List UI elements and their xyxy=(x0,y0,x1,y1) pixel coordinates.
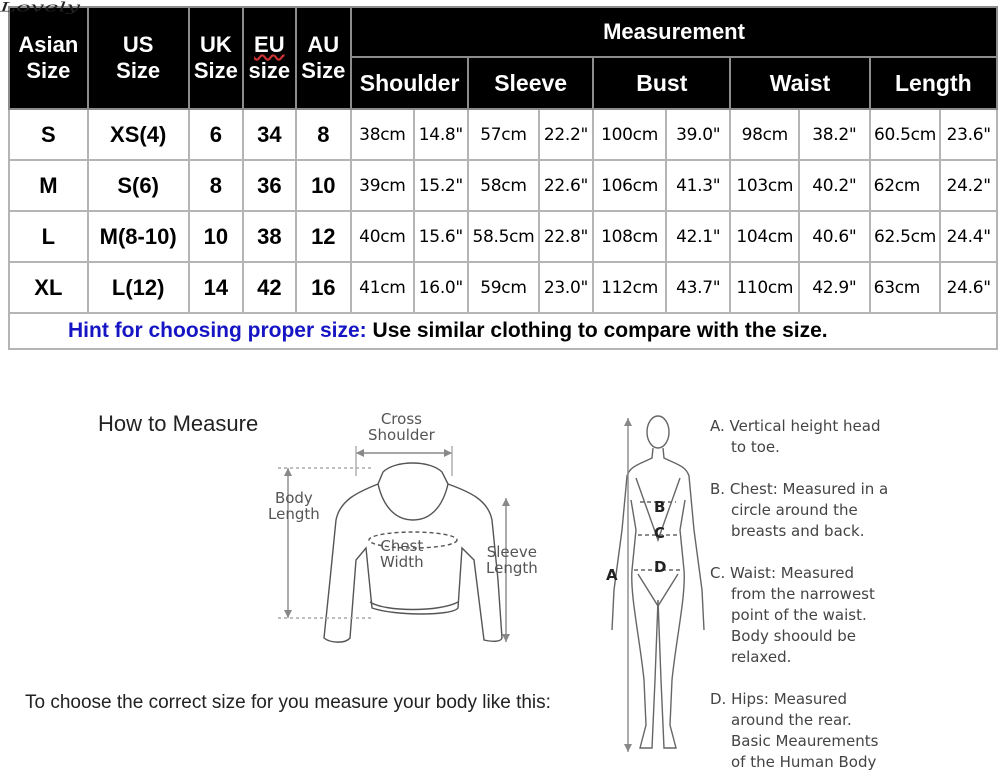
note-a-line2: to toe. xyxy=(731,438,780,456)
cell-asian: L xyxy=(9,211,88,262)
cell-bust-cm: 106cm xyxy=(593,160,666,211)
choose-instructions: To choose the correct size for you measure your body like this: xyxy=(25,692,551,713)
cell-waist-in: 40.6" xyxy=(799,211,870,262)
cell-sleeve-in: 22.2" xyxy=(539,109,593,160)
cross-shoulder-line2: Shoulder xyxy=(368,426,435,444)
chest-width-line1: Chest xyxy=(380,537,424,555)
body-letter-c: C xyxy=(654,524,666,542)
cell-us: L(12) xyxy=(88,262,189,313)
cell-asian: M xyxy=(9,160,88,211)
cell-waist-cm: 110cm xyxy=(730,262,799,313)
note-a xyxy=(710,416,880,458)
cell-waist-cm: 104cm xyxy=(730,211,799,262)
cell-waist-cm: 98cm xyxy=(730,109,799,160)
header-shoulder: Shoulder xyxy=(351,57,468,109)
table-row xyxy=(9,109,997,160)
hint-lead: Hint for choosing proper size: xyxy=(68,319,367,342)
cell-bust-cm: 100cm xyxy=(593,109,666,160)
note-d-line2: around the rear. xyxy=(731,711,852,729)
cell-sleeve-in: 23.0" xyxy=(539,262,593,313)
cell-sleeve-in: 22.6" xyxy=(539,160,593,211)
note-c-line3: point of the waist. xyxy=(731,606,867,624)
header-asian-line2: Size xyxy=(26,58,71,83)
cell-bust-cm: 112cm xyxy=(593,262,666,313)
sleeve-length-line2: Length xyxy=(486,559,538,577)
cell-sleeve-cm: 59cm xyxy=(468,262,539,313)
measure-guide xyxy=(0,380,1000,780)
cell-waist-cm: 103cm xyxy=(730,160,799,211)
header-bust: Bust xyxy=(593,57,730,109)
cell-us: S(6) xyxy=(88,160,189,211)
cell-length-cm: 60.5cm xyxy=(870,109,941,160)
chest-width-label xyxy=(380,538,424,570)
note-c xyxy=(710,563,875,668)
how-to-measure-title: How to Measure xyxy=(98,411,259,436)
note-b-line3: breasts and back. xyxy=(731,522,865,540)
cell-length-in: 23.6" xyxy=(940,109,997,160)
sleeve-length-line1: Sleeve xyxy=(486,543,537,561)
header-asian-size xyxy=(9,7,88,109)
cell-au: 8 xyxy=(296,109,352,160)
cell-uk: 6 xyxy=(189,109,243,160)
cell-uk: 10 xyxy=(189,211,243,262)
cell-uk: 14 xyxy=(189,262,243,313)
hint-rest: Use similar clothing to compare with the size. xyxy=(366,319,828,342)
cell-waist-in: 42.9" xyxy=(799,262,870,313)
note-b-line1: B. Chest: Measured in a xyxy=(710,480,889,498)
cell-length-cm: 62cm xyxy=(870,160,941,211)
header-waist: Waist xyxy=(730,57,869,109)
cell-eu: 38 xyxy=(243,211,295,262)
body-letter-d: D xyxy=(654,558,667,576)
cell-length-cm: 63cm xyxy=(870,262,941,313)
cell-waist-in: 40.2" xyxy=(799,160,870,211)
cell-bust-in: 43.7" xyxy=(666,262,731,313)
cell-bust-in: 41.3" xyxy=(666,160,731,211)
cell-shoulder-in: 15.2" xyxy=(414,160,468,211)
body-length-line1: Body xyxy=(274,489,313,507)
cell-length-cm: 62.5cm xyxy=(870,211,941,262)
sleeve-length-label xyxy=(486,544,538,576)
note-a-line1: A. Vertical height head xyxy=(710,417,881,435)
header-uk-line1: UK xyxy=(199,32,232,57)
cell-length-in: 24.4" xyxy=(940,211,997,262)
header-eu-size xyxy=(243,7,295,109)
cell-bust-in: 42.1" xyxy=(666,211,731,262)
header-asian-line1: Asian xyxy=(18,32,79,57)
body-length-line2: Length xyxy=(268,505,320,523)
cell-waist-in: 38.2" xyxy=(799,109,870,160)
cell-bust-in: 39.0" xyxy=(666,109,731,160)
header-au-line1: AU xyxy=(307,32,340,57)
header-eu-line2: size xyxy=(248,58,291,83)
cell-shoulder-cm: 40cm xyxy=(351,211,414,262)
cell-asian: S xyxy=(9,109,88,160)
cell-sleeve-cm: 57cm xyxy=(468,109,539,160)
header-au-line2: Size xyxy=(301,58,346,83)
header-sleeve: Sleeve xyxy=(468,57,593,109)
cell-eu: 36 xyxy=(243,160,295,211)
header-us-line1: US xyxy=(122,32,154,57)
header-au-size xyxy=(296,7,352,109)
cross-shoulder-label xyxy=(368,411,435,443)
watermark-text: Lovely xyxy=(0,0,81,16)
note-d-line1: D. Hips: Measured xyxy=(710,690,847,708)
cell-shoulder-in: 16.0" xyxy=(414,262,468,313)
body-length-label xyxy=(268,490,320,522)
note-c-line4: Body shoould be xyxy=(731,627,857,645)
cell-sleeve-cm: 58cm xyxy=(468,160,539,211)
note-d-line4: of the Human Body xyxy=(731,753,877,771)
table-row xyxy=(9,262,997,313)
cell-us: M(8-10) xyxy=(88,211,189,262)
note-d xyxy=(710,689,878,773)
cell-shoulder-cm: 38cm xyxy=(351,109,414,160)
note-c-line5: relaxed. xyxy=(731,648,792,666)
note-c-line1: C. Waist: Measured xyxy=(710,564,855,582)
cell-shoulder-in: 14.8" xyxy=(414,109,468,160)
chest-width-line2: Width xyxy=(380,553,424,571)
header-length: Length xyxy=(870,57,997,109)
hint-cell xyxy=(9,313,997,349)
header-uk-size xyxy=(189,7,243,109)
cell-shoulder-cm: 39cm xyxy=(351,160,414,211)
header-us-size xyxy=(88,7,189,109)
header-uk-line2: Size xyxy=(193,58,238,83)
cross-shoulder-line1: Cross xyxy=(380,410,422,428)
note-b-line2: circle around the xyxy=(731,501,858,519)
cell-shoulder-in: 15.6" xyxy=(414,211,468,262)
human-body-drawing xyxy=(612,416,704,748)
table-row xyxy=(9,211,997,262)
body-letter-a: A xyxy=(606,566,618,584)
header-measurement: Measurement xyxy=(351,7,997,57)
header-eu-line1: EU xyxy=(254,32,285,57)
cell-au: 16 xyxy=(296,262,352,313)
table-row xyxy=(9,160,997,211)
note-c-line2: from the narrowest xyxy=(731,585,875,603)
cell-sleeve-in: 22.8" xyxy=(539,211,593,262)
cell-length-in: 24.6" xyxy=(940,262,997,313)
cell-au: 12 xyxy=(296,211,352,262)
cell-bust-cm: 108cm xyxy=(593,211,666,262)
note-d-line3: Basic Meaurements xyxy=(731,732,879,750)
cell-eu: 34 xyxy=(243,109,295,160)
cell-us: XS(4) xyxy=(88,109,189,160)
hint-row xyxy=(9,313,997,349)
cell-sleeve-cm: 58.5cm xyxy=(468,211,539,262)
size-chart-table xyxy=(8,6,998,350)
cell-eu: 42 xyxy=(243,262,295,313)
cell-shoulder-cm: 41cm xyxy=(351,262,414,313)
cell-uk: 8 xyxy=(189,160,243,211)
header-us-line2: Size xyxy=(116,58,161,83)
cell-au: 10 xyxy=(296,160,352,211)
body-letter-b: B xyxy=(654,498,666,516)
cell-length-in: 24.2" xyxy=(940,160,997,211)
note-b xyxy=(710,479,888,542)
cell-asian: XL xyxy=(9,262,88,313)
